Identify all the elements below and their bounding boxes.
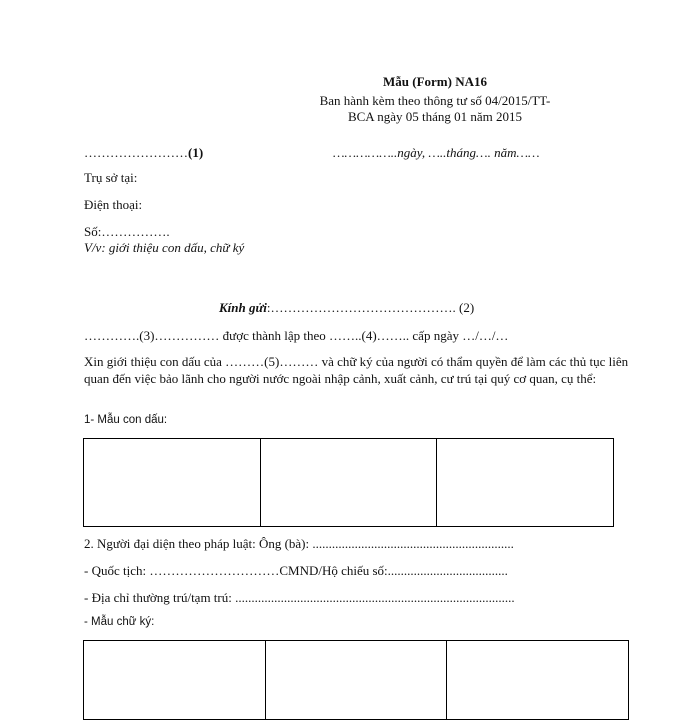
phone-label: Điện thoại:	[84, 197, 143, 212]
kinh-gui-label: Kính gửi	[219, 300, 267, 315]
subject-line: V/v: giới thiệu con dấu, chữ ký	[84, 240, 245, 255]
seal-sample-label: 1- Mẫu con dấu:	[84, 414, 168, 426]
seal-cell	[84, 439, 261, 526]
form-title: Mẫu (Form) NA16	[383, 74, 487, 89]
addressee-line	[219, 300, 474, 316]
intro-paragraph: Xin giới thiệu con dấu của ………(5)……… và chữ ký của người có thẩm quyền để làm các thủ tục liên quan đến việc bảo lãnh cho người nước ngoài nhập cảnh, xuất cảnh, cư trú tại quý cơ quan, cụ thể:	[84, 354, 629, 386]
office-label: Trụ sở tại:	[84, 170, 138, 185]
address-line: - Địa chỉ thường trú/tạm trú: ......................................................................................	[84, 590, 515, 605]
number-label: Số:…………….	[84, 224, 170, 239]
seal-cell	[261, 439, 438, 526]
signature-cell	[266, 641, 448, 719]
org-name-line	[84, 145, 203, 161]
date-line: ……………..ngày, …..tháng…. năm……	[333, 145, 540, 160]
nationality-line: - Quốc tịch: …………………………CMND/Hộ chiếu số:.....................................	[84, 563, 508, 578]
signature-sample-label: - Mẫu chữ ký:	[84, 616, 155, 628]
signature-cell	[447, 641, 628, 719]
representative-line: 2. Người đại diện theo pháp luật: Ông (bà): ..............................................................	[84, 536, 514, 551]
issued-line-1: Ban hành kèm theo thông tư số 04/2015/TT-	[319, 93, 551, 108]
issued-line-2: BCA ngày 05 tháng 01 năm 2015	[347, 109, 523, 124]
signature-cell	[84, 641, 266, 719]
signature-sample-table	[83, 640, 629, 720]
seal-cell	[437, 439, 613, 526]
established-line: ………….(3)…………… được thành lập theo ……..(4)…….. cấp ngày …/…/…	[84, 328, 509, 343]
addressee-blank: :……………………………………. (2)	[266, 300, 475, 315]
seal-sample-table	[83, 438, 614, 527]
org-name-dots: ……………………	[84, 145, 188, 160]
org-ref: (1)	[188, 145, 204, 160]
